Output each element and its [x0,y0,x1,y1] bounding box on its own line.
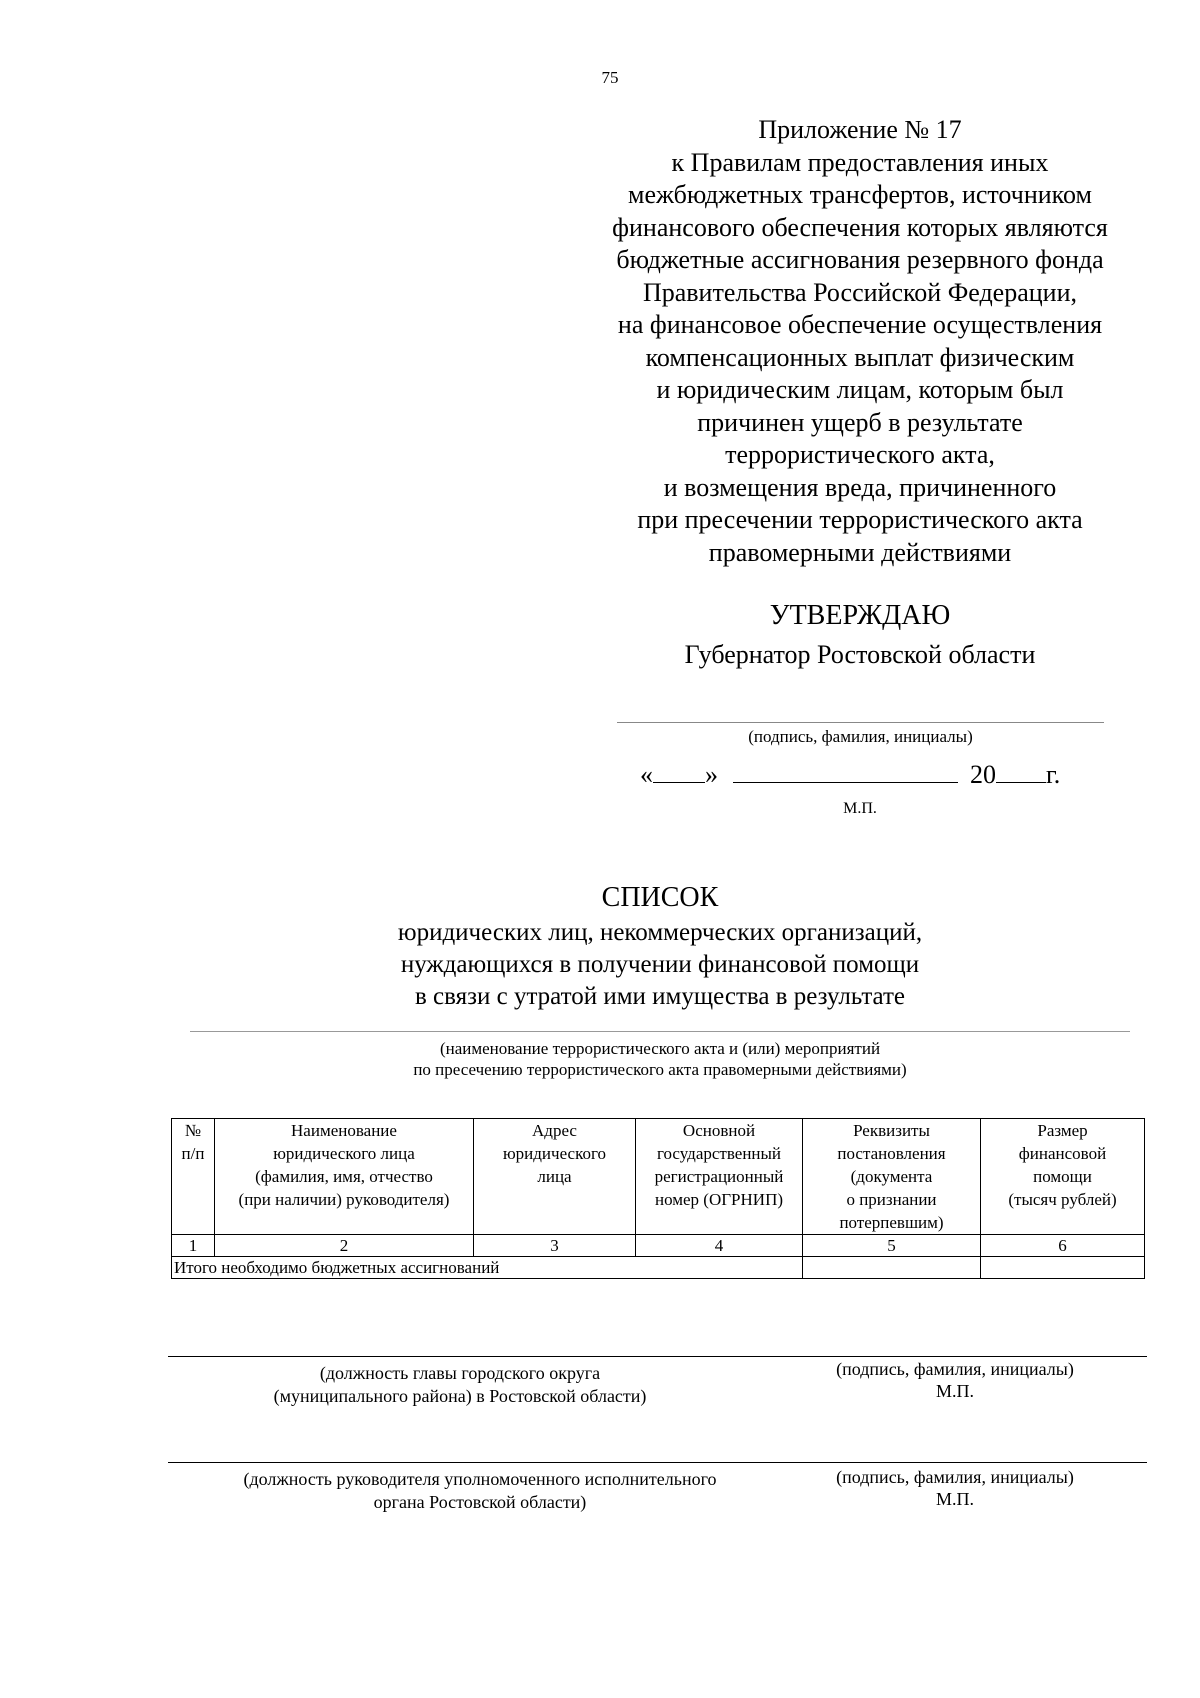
date-open-quote: « [640,760,653,789]
date-close-quote: » [705,760,718,789]
signature-caption: (подпись, фамилия, инициалы) [836,1359,1074,1379]
appendix-line: и возмещения вреда, причиненного [663,472,1057,502]
table-column-numbers-row [172,1235,1145,1257]
appendix-line: Приложение № 17 [758,115,962,144]
appendix-line: компенсационных выплат физическим [645,342,1075,372]
position-caption-line: (должность главы городского округа [319,1363,601,1383]
table-header-row [172,1119,1145,1235]
column-number: 6 [981,1235,1145,1257]
event-name-line [190,1031,1130,1032]
signature-caption-block [760,1358,1150,1402]
column-number: 2 [215,1235,474,1257]
organizations-table [171,1118,1145,1279]
signature-line [168,1356,1147,1357]
total-label: Итого необходимо бюджетных ассигнований [172,1257,803,1279]
header-cell-number: № п/п [172,1119,215,1235]
year-blank [996,760,1046,783]
list-title: СПИСОК [601,882,719,913]
appendix-line: правомерными действиями [708,537,1012,567]
date-year-suffix: г. [1046,760,1061,789]
event-name-caption [190,1038,1130,1080]
list-subtitle-line: юридических лиц, некоммерческих организаций, [397,919,923,946]
approval-title: УТВЕРЖДАЮ [769,600,951,631]
column-number: 3 [474,1235,636,1257]
position-caption [190,1362,730,1408]
position-caption-line: (должность руководителя уполномоченного исполнительного [243,1469,717,1489]
appendix-line: финансового обеспечения которых являются [612,212,1108,242]
list-subtitle [190,917,1130,1013]
appendix-line: и юридическим лицам, которым был [656,375,1064,404]
month-blank [733,760,958,783]
page-number: 75 [601,68,619,87]
header-cell-aid-amount: Размер финансовой помощи (тысяч рублей) [981,1119,1145,1235]
date-year-prefix: 20 [970,760,996,789]
signature-caption-block [760,1466,1150,1510]
appendix-line: межбюджетных трансфертов, источником [628,180,1092,209]
appendix-line: к Правилам предоставления иных [671,147,1049,177]
stamp-placeholder: М.П. [935,1381,974,1401]
total-cell-amount [981,1257,1145,1279]
header-cell-ogrnip: Основной государственный регистрационный номер (ОГРНИП) [636,1119,803,1235]
list-subtitle-line: в связи с утратой ими имущества в результате [414,983,906,1010]
appendix-line: террористического акта, [725,440,995,469]
signature-line [617,722,1104,723]
event-caption-line: (наименование террористического акта и (или) мероприятий [439,1039,881,1058]
stamp-placeholder: М.П. [843,800,877,817]
total-cell-decree [803,1257,981,1279]
appendix-line: Правительства Российской Федерации, [642,277,1078,307]
appendix-line: бюджетные ассигнования резервного фонда [616,245,1104,274]
stamp-placeholder: М.П. [935,1489,974,1509]
approval-date-line [640,760,1100,790]
position-caption-line: (муниципального района) в Ростовской области) [273,1386,647,1406]
column-number: 5 [803,1235,981,1257]
event-caption-line: по пресечению террористического акта правомерными действиями) [413,1060,907,1079]
header-cell-address: Адрес юридического лица [474,1119,636,1235]
position-caption [190,1468,770,1514]
column-number: 1 [172,1235,215,1257]
header-cell-decree-details: Реквизиты постановления (документа о признании потерпевшим) [803,1119,981,1235]
list-subtitle-line: нуждающихся в получении финансовой помощи [400,951,920,978]
appendix-line: причинен ущерб в результате [697,407,1023,437]
day-blank [653,760,705,783]
appendix-header [590,114,1130,569]
signature-line [168,1462,1147,1463]
appendix-line: на финансовое обеспечение осуществления [617,310,1103,339]
header-cell-name: Наименование юридического лица (фамилия, имя, отчество (при наличии) руководителя) [215,1119,474,1235]
position-caption-line: органа Ростовской области) [373,1492,587,1512]
signature-caption: (подпись, фамилия, инициалы) [836,1467,1074,1487]
signature-caption: (подпись, фамилия, инициалы) [748,727,973,746]
appendix-line: при пресечении террористического акта [637,505,1083,534]
table-total-row [172,1257,1145,1279]
column-number: 4 [636,1235,803,1257]
approval-subtitle: Губернатор Ростовской области [684,640,1036,669]
